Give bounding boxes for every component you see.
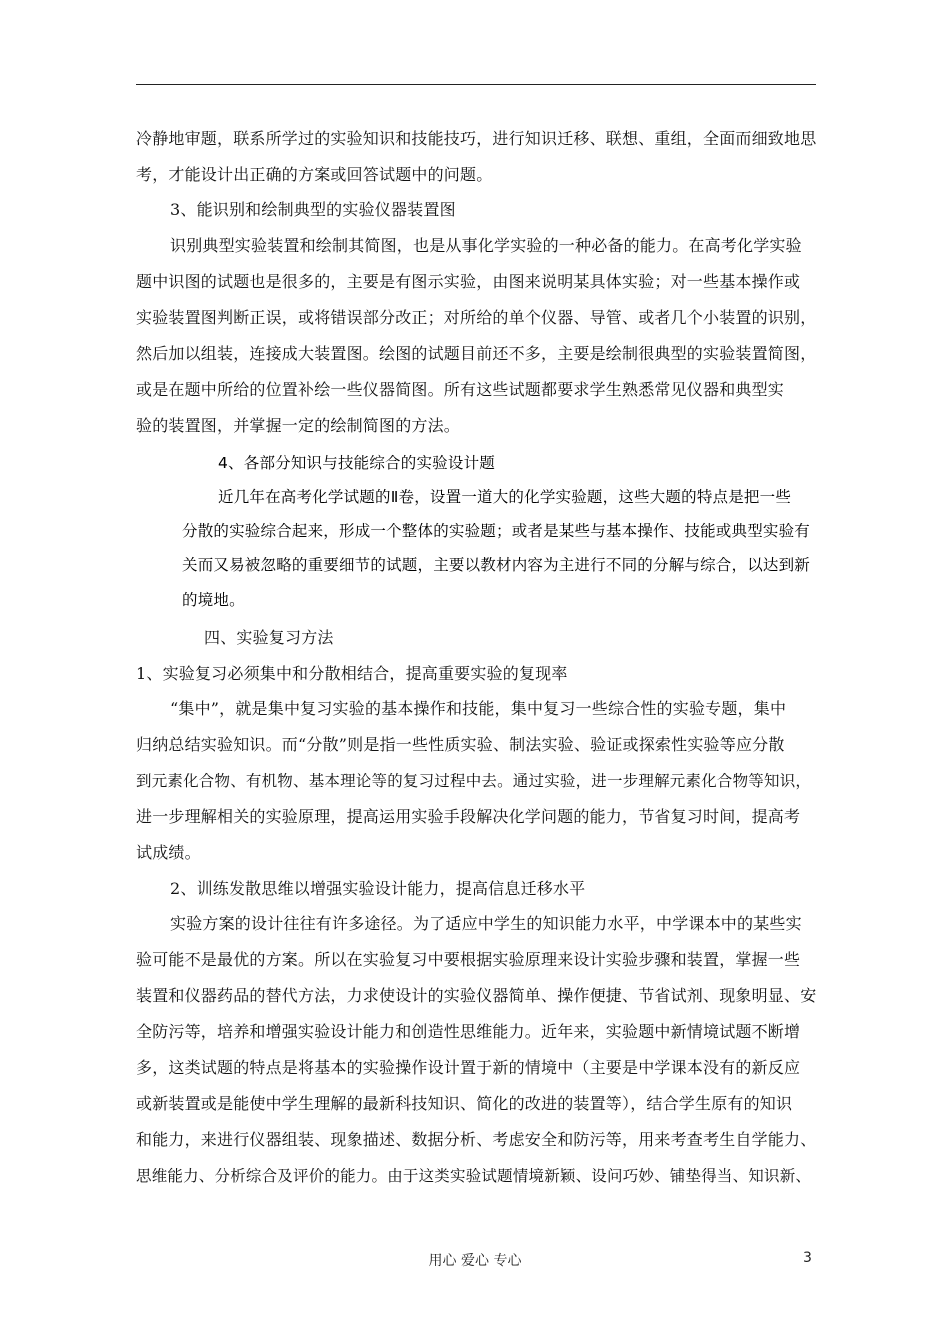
body-line: 全防污等，培养和增强实验设计能力和创造性思维能力。近年来，实验题中新情境试题不断增 xyxy=(136,1022,801,1041)
body-line: 考，才能设计出正确的方案或回答试题中的问题。 xyxy=(136,165,493,184)
body-line-scanned: 关而又易被忽略的重要细节的试题，主要以教材内容为主进行不同的分解与综合，以达到新 xyxy=(182,556,811,574)
body-line: 和能力，来进行仪器组装、现象描述、数据分析、考虑安全和防污等，用来考查考生自学能力、 xyxy=(136,1130,817,1149)
subsection-heading-2: 2、训练发散思维以增强实验设计能力，提高信息迁移水平 xyxy=(170,879,586,898)
section-heading-four: 四、实验复习方法 xyxy=(204,628,334,647)
body-line-scanned: 近几年在高考化学试题的Ⅱ卷，设置一道大的化学实验题，这些大题的特点是把一些 xyxy=(218,488,792,506)
header-rule xyxy=(136,84,816,85)
body-line: 题中识图的试题也是很多的，主要是有图示实验，由图来说明某具体实验；对一些基本操作或 xyxy=(136,272,801,291)
body-line: 归纳总结实验知识。而“分散”则是指一些性质实验、制法实验、验证或探索性实验等应分散 xyxy=(136,735,785,754)
body-line: 多，这类试题的特点是将基本的实验操作设计置于新的情境中（主要是中学课本没有的新反应 xyxy=(136,1058,801,1077)
body-line: 或新装置或是能使中学生理解的最新科技知识、简化的改进的装置等），结合学生原有的知识 xyxy=(136,1094,793,1113)
body-line: 装置和仪器药品的替代方法，力求使设计的实验仪器简单、操作便捷、节省试剂、现象明显、安 xyxy=(136,986,817,1005)
body-line-scanned: 分散的实验综合起来，形成一个整体的实验题；或者是某些与基本操作、技能或典型实验有 xyxy=(182,522,811,540)
page-number: 3 xyxy=(803,1250,812,1266)
body-line: 验的装置图，并掌握一定的绘制简图的方法。 xyxy=(136,416,461,435)
body-line: 实验装置图判断正误，或将错误部分改正；对所给的单个仪器、导管、或者几个小装置的识别， xyxy=(136,308,817,327)
section-heading-3: 3、能识别和绘制典型的实验仪器装置图 xyxy=(170,200,456,219)
section-heading-4: 4、各部分知识与技能综合的实验设计题 xyxy=(218,454,495,472)
body-line: 进一步理解相关的实验原理，提高运用实验手段解决化学问题的能力，节省复习时间，提高考 xyxy=(136,807,801,826)
body-line: 然后加以组装，连接成大装置图。绘图的试题目前还不多，主要是绘制很典型的实验装置简图， xyxy=(136,344,817,363)
body-line: 实验方案的设计往往有许多途径。为了适应中学生的知识能力水平，中学课本中的某些实 xyxy=(170,914,802,933)
body-line: 验可能不是最优的方案。所以在实验复习中要根据实验原理来设计实验步骤和装置，掌握一些 xyxy=(136,950,801,969)
body-line: 冷静地审题，联系所学过的实验知识和技能技巧，进行知识迁移、联想、重组，全面而细致地思 xyxy=(136,129,817,148)
body-line-scanned: 的境地。 xyxy=(182,591,245,609)
body-line: “集中”，就是集中复习实验的基本操作和技能，集中复习一些综合性的实验专题，集中 xyxy=(170,699,787,718)
footer-slogan: 用心 爱心 专心 xyxy=(428,1253,522,1269)
body-line: 试成绩。 xyxy=(136,843,201,862)
subsection-heading-1: 1、实验复习必须集中和分散相结合，提高重要实验的复现率 xyxy=(136,664,568,683)
body-line: 到元素化合物、有机物、基本理论等的复习过程中去。通过实验，进一步理解元素化合物等知识， xyxy=(136,772,812,790)
body-line: 或是在题中所给的位置补绘一些仪器简图。所有这些试题都要求学生熟悉常见仪器和典型实 xyxy=(136,380,785,399)
body-line: 思维能力、分析综合及评价的能力。由于这类实验试题情境新颖、设问巧妙、铺垫得当、知识新、 xyxy=(136,1167,812,1185)
body-line: 识别典型实验装置和绘制其简图，也是从事化学实验的一种必备的能力。在高考化学实验 xyxy=(170,236,802,255)
